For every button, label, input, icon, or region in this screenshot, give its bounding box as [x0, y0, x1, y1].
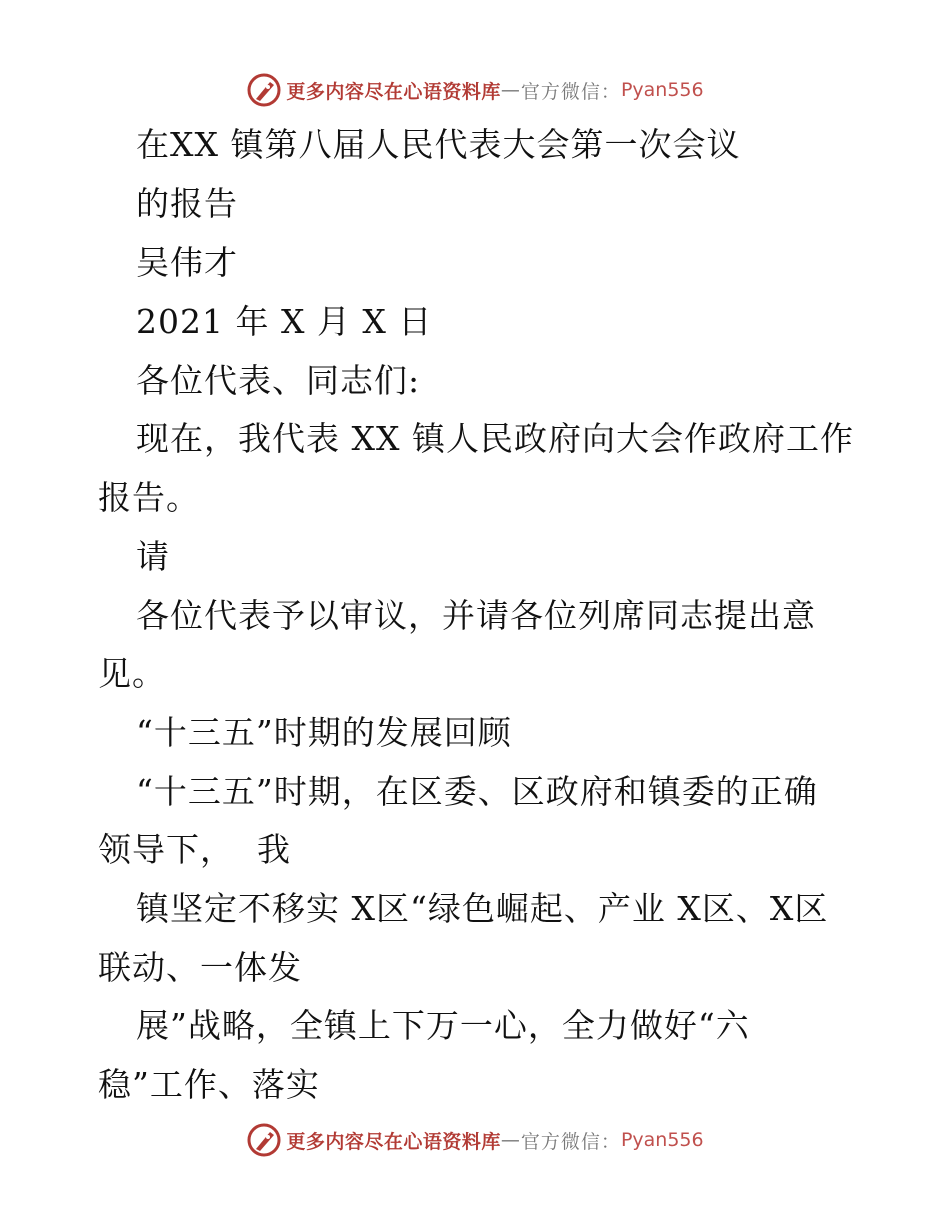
header-watermark: [0, 68, 950, 112]
brand-text: 更多内容尽在心语资料库: [286, 1130, 501, 1153]
wechat-label: 官方微信：: [520, 1130, 621, 1153]
doc-paragraph-line: 领导下， 我: [98, 830, 291, 869]
footer-watermark: [0, 1118, 950, 1162]
doc-paragraph-line: “十三五”时期，在区委、区政府和镇委的正确: [136, 772, 818, 811]
doc-author: 吴伟才: [136, 243, 238, 282]
doc-section-heading: “十三五”时期的发展回顾: [136, 713, 512, 752]
doc-paragraph-line: 展”战略，全镇上下万一心，全力做好“六: [136, 1006, 750, 1045]
doc-paragraph-line: 现在，我代表 XX 镇人民政府向大会作政府工作: [136, 419, 854, 458]
wechat-id: Pyan556: [620, 1129, 704, 1151]
pen-logo-icon: [246, 1122, 282, 1158]
doc-paragraph-line: 镇坚定不移实 X区“绿色崛起、产业 X区、X区: [136, 889, 829, 928]
brand-dash: —: [500, 79, 521, 101]
doc-paragraph-line: 各位代表予以审议，并请各位列席同志提出意: [136, 596, 816, 635]
brand-dash: —: [500, 1129, 521, 1151]
doc-paragraph-line: 稳”工作、落实: [98, 1065, 320, 1104]
doc-salutation: 各位代表、同志们:: [136, 361, 421, 400]
doc-title-line-1: 在XX 镇第八届人民代表大会第一次会议: [136, 125, 741, 164]
doc-paragraph-line: 见。: [98, 654, 166, 693]
doc-paragraph-line: 请: [136, 537, 170, 576]
brand-text: 更多内容尽在心语资料库: [286, 80, 501, 103]
pen-logo-icon: [246, 72, 282, 108]
wechat-id: Pyan556: [620, 79, 704, 101]
doc-date: 2021 年 X 月 X 日: [136, 302, 433, 341]
doc-title-line-2: 的报告: [136, 184, 238, 223]
doc-paragraph-line: 报告。: [98, 478, 200, 517]
doc-paragraph-line: 联动、一体发: [98, 948, 302, 987]
wechat-label: 官方微信：: [520, 80, 621, 103]
